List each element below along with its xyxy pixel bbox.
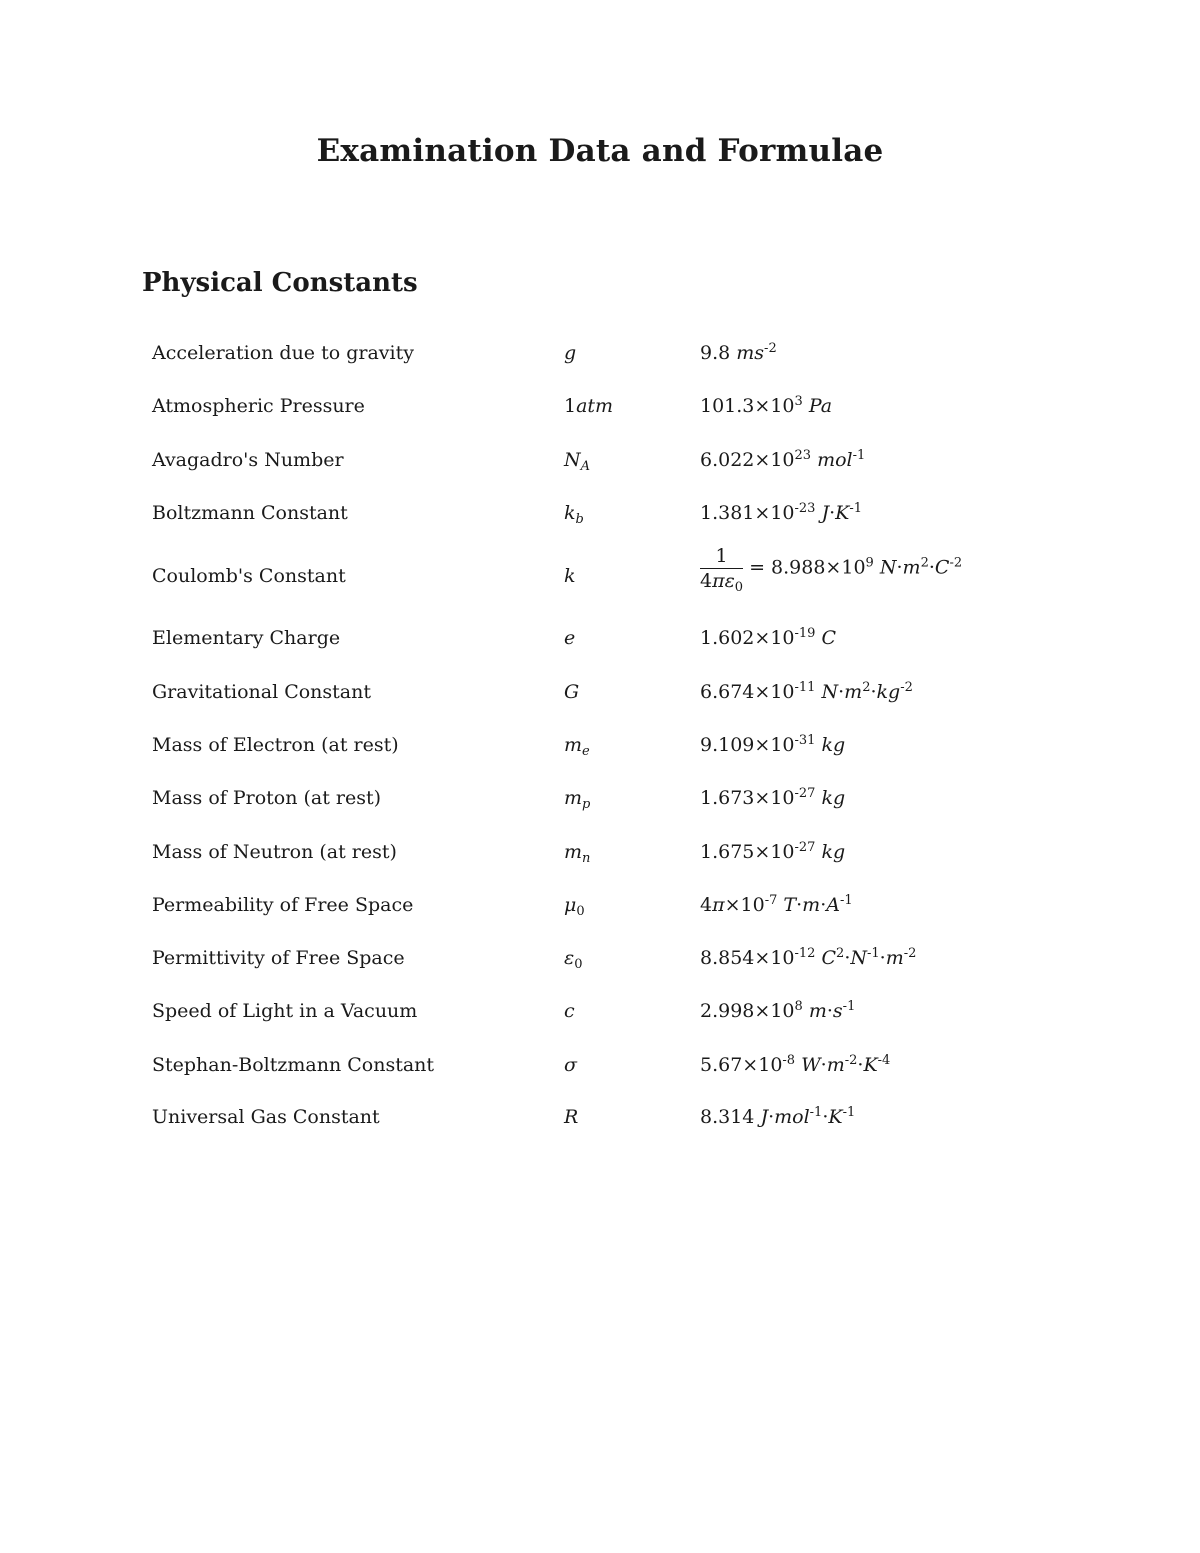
constant-row [0, 894, 1200, 924]
constant-row [0, 1106, 1200, 1136]
constant-symbol: $N_A$ [564, 449, 591, 474]
constant-name: Universal Gas Constant [152, 1106, 380, 1128]
constant-name: Gravitational Constant [152, 681, 371, 703]
constant-value: $6.022\times 10^{23}$ mol$^{-1}$ [700, 448, 866, 471]
constant-row [0, 545, 1200, 595]
constant-value: 8.314 $J\cdot mol^{-1}\cdot K^{-1}$ [700, 1105, 856, 1128]
page-title: Examination Data and Formulae [316, 133, 884, 169]
constant-value: $9.109\times 10^{-31}$ kg [700, 733, 846, 756]
constant-name: Mass of Electron (at rest) [152, 734, 399, 756]
constant-value: $2.998\times 10^8$ $m\cdot s^{-1}$ [700, 999, 856, 1022]
constant-name: Stephan-Boltzmann Constant [152, 1054, 435, 1076]
constant-value: $101.3\times 10^3$ Pa [700, 394, 833, 417]
constant-row [0, 449, 1200, 479]
constant-symbol: $m_p$ [564, 787, 591, 812]
constant-name: Coulomb's Constant [152, 565, 346, 587]
constant-row [0, 787, 1200, 817]
constant-name: Boltzmann Constant [152, 502, 348, 524]
constant-row [0, 627, 1200, 657]
constant-name: Permeability of Free Space [152, 894, 414, 916]
constant-value: $1.673\times 10^{-27}$ kg [700, 786, 846, 809]
constant-symbol: G [564, 681, 580, 703]
constant-row [0, 841, 1200, 871]
constant-value: $4\pi\times 10^{-7}$ $T\cdot m\cdot A^{-1}$ [700, 893, 853, 916]
constant-symbol: g [564, 342, 577, 364]
constant-name: Speed of Light in a Vacuum [152, 1000, 418, 1022]
constant-row [0, 342, 1200, 372]
section-heading: Physical Constants [142, 268, 418, 298]
constant-row [0, 734, 1200, 764]
constant-symbol: c [564, 1000, 575, 1022]
constant-symbol: 1atm [564, 395, 614, 417]
constant-symbol: k [564, 565, 576, 587]
constant-name: Acceleration due to gravity [152, 342, 414, 364]
constant-value: $1.381\times 10^{-23}$ $J\cdot K^{-1}$ [700, 501, 863, 524]
constant-symbol: σ [564, 1054, 577, 1076]
constant-symbol: e [564, 627, 576, 649]
constant-value: 9.8 $ms^{-2}$ [700, 341, 777, 364]
constant-name: Atmospheric Pressure [152, 395, 365, 417]
constant-row [0, 947, 1200, 977]
constant-name: Permittivity of Free Space [152, 947, 405, 969]
constant-value: $6.674\times 10^{-11}$ $N\cdot m^2\cdot kg^{-2}$ [700, 680, 913, 703]
constant-symbol: $k_b$ [564, 502, 584, 527]
constant-row [0, 681, 1200, 711]
constant-name: Mass of Neutron (at rest) [152, 841, 397, 863]
constant-name: Mass of Proton (at rest) [152, 787, 382, 809]
constant-symbol: R [564, 1106, 579, 1128]
constant-value: $1.675\times 10^{-27}$ kg [700, 840, 846, 863]
constant-row [0, 395, 1200, 425]
constant-value: $1.602\times 10^{-19}$ C [700, 626, 837, 649]
constant-symbol: $\mu_0$ [564, 894, 585, 919]
constant-value: $\frac{1}{4\pi\varepsilon_0}$ = $8.988\times 10^9$ $N\cdot m^2\cdot C^{-2}$ [700, 545, 963, 595]
constant-name: Avagadro's Number [152, 449, 344, 471]
constant-name: Elementary Charge [152, 627, 341, 649]
constant-symbol: $\varepsilon_0$ [564, 947, 583, 972]
constant-value: $5.67\times 10^{-8}$ $W\cdot m^{-2}\cdot K^{-4}$ [700, 1053, 891, 1076]
constant-symbol: $m_e$ [564, 734, 590, 759]
constant-value: $8.854\times 10^{-12}$ $C^2\cdot N^{-1}\cdot m^{-2}$ [700, 946, 917, 969]
constant-row [0, 1054, 1200, 1084]
constant-symbol: $m_n$ [564, 841, 591, 866]
fraction: $\frac{1}{4\pi\varepsilon_0}$ [700, 545, 744, 595]
constant-row [0, 502, 1200, 532]
constant-row [0, 1000, 1200, 1030]
